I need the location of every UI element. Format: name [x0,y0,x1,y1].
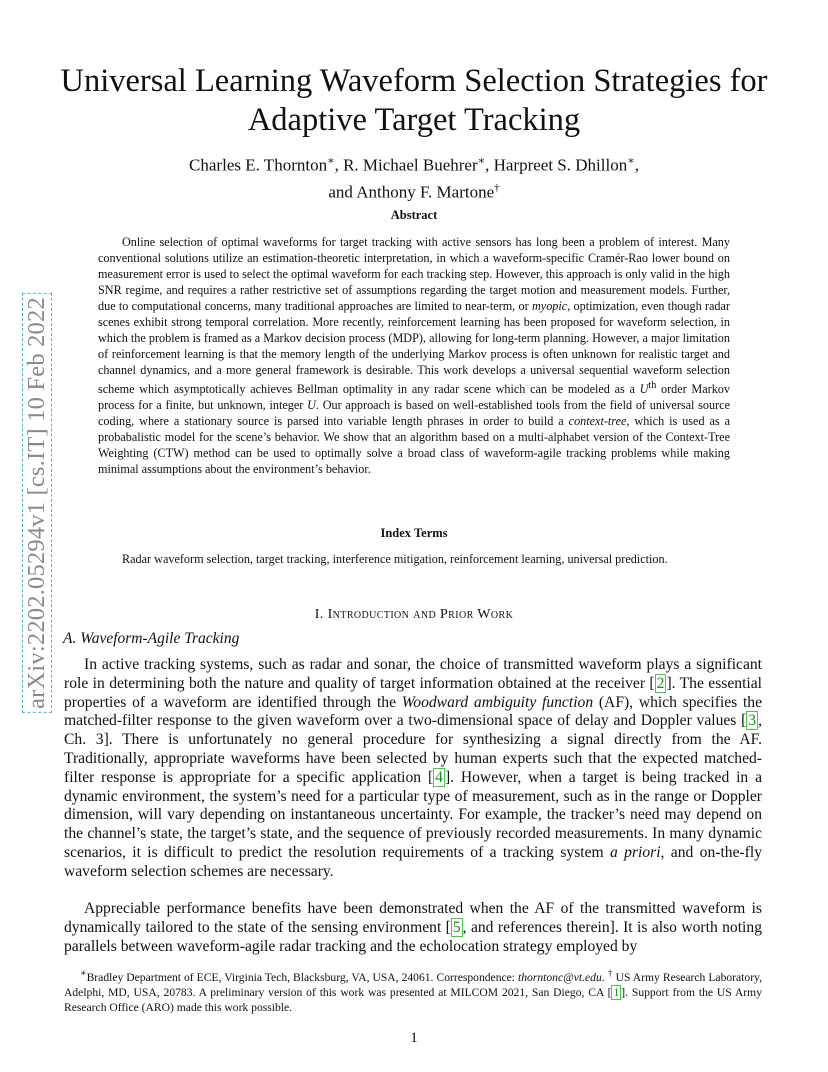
footnote-text: ]. Support from the US Army Research Office (ARO) made this work possible. [64,985,762,1014]
paper-title: Universal Learning Waveform Selection Strategies for Adaptive Target Tracking [60,63,768,138]
index-terms-heading: Index Terms [380,526,448,540]
author-1: Charles E. Thornton [189,155,328,175]
author-list [60,150,768,203]
citation-link[interactable]: 5 [452,918,461,936]
abstract-text [98,234,730,477]
citation-link[interactable]: 3 [748,712,757,730]
affiliation-mark: ∗ [477,155,486,167]
paragraph-text: ]. However, when a target is being tracked in a dynamic environment, the system’s need for a particular type of measurement, such as in the range or Doppler dimension, will vary depending on instantaneous uncertainty. For example, the tracker’s need may depend on the channel’s state, the target’s state, and the sequence of previously recorded measurements. In many dynamic scenarios, it is difficult to predict the resolution requirements of a tracking system [64,768,762,861]
citation-link[interactable]: 4 [435,768,443,786]
abstract-part: order Markov process for a finite, but unknown, integer [98,382,730,413]
abstract-part: , optimization, even though radar scenes exhibit strong temporal correlation. More recently, reinforcement learning has been proposed for waveform selection, in which the problem is framed as a Markov decision process (MDP), allowing for long-term planning. However, a major limitation of reinforcement learning is that the memory length of the underlying Markov process is often unknown for realistic target and channel dynamics, and a more general framework is desirable. This work develops a universal sequential waveform selection scheme which asymptotically achieves Bellman optimality in any radar scene which can be modeled as a [98,299,730,397]
paragraph-text: ]. The essential properties of a waveform are identified through the [64,674,763,711]
paragraph-text: , and references therein]. It is also worth noting parallels between waveform-agile radar tracking and the echolocation strategy employed by [64,918,762,955]
abstract-part: Online selection of optimal waveforms for target tracking with active sensors has long been a problem of interest. Many conventional solutions utilize an estimation-theoretic interpretation, in which a waveform-specific Cramér-Rao lower bound on measurement error is used to select the optimal waveform for each tracking step. However, this approach is only valid in the high SNR regime, and requires a rather restrictive set of assumptions regarding the target motion and measurement models. Further, due to computational concerns, many traditional approaches are limited to near-term, or [98,235,730,313]
footnote-mark: † [607,968,613,979]
abstract-part: , which is used as a probabalistic model for the scene’s behavior. We show that an algorithm based on a multi-alphabet version of the Context-Tree Weighting (CTW) method can be used to optimally solve a broad class of waveform-agile tracking problems while making minimal assumptions about the environment’s behavior. [98,414,730,477]
affiliation-mark: † [494,181,500,194]
page-number: 1 [410,1030,418,1046]
footnote-text: Bradley Department of ECE, Virginia Tech, Blacksburg, VA, USA, 24061. Correspondence: [86,970,519,984]
paragraph-text: , and on-the-fly waveform selection schemes are necessary. [64,843,763,880]
author-separator: , [634,155,639,175]
math-variable: U [307,398,316,413]
author-3: , Harpreet S. Dhillon [485,155,628,175]
math-superscript: th [648,380,657,391]
section-title: Introduction and Prior Work [327,607,514,622]
citation-link[interactable]: 1 [613,985,620,999]
footnote-text: . [601,970,608,984]
author-4: and Anthony F. Martone [328,182,495,202]
citation-link[interactable]: 2 [656,674,665,692]
section-heading [60,607,768,623]
abstract-emphasis: myopic [531,299,568,313]
paragraph-text: (AF), which specifies the matched-filter response to the given waveform over a two-dimensional space of delay and Doppler values [ [64,693,763,730]
index-terms-text: Radar waveform selection, target tracking, interference mitigation, reinforcement learning, universal prediction. [122,552,668,566]
footnote [64,966,762,1015]
affiliation-mark: ∗ [327,155,335,167]
email-address[interactable]: thorntonc@vt.edu [518,970,602,984]
footnote-mark: ∗ [80,968,87,979]
paragraph-text: Appreciable performance benefits have been demonstrated when the AF of the transmitted waveform is dynamically tailored to the state of the sensing environment [ [64,900,762,936]
affiliation-mark: ∗ [627,155,635,167]
arxiv-identifier[interactable]: arXiv:2202.05294v1 [cs.IT] 10 Feb 2022 [22,293,52,713]
section-number: I. [314,607,328,622]
body-paragraph [64,900,762,956]
abstract-emphasis: context-tree [568,414,627,429]
abstract-part: . Our approach is based on well-established tools from the field of universal source coding, where a stationary source is parsed into variable length phrases in order to build a [98,398,730,429]
arxiv-side-stamp [22,268,52,738]
paragraph-text: , Ch. 3]. There is unfortunately no general procedure for synthesizing a signal directly from the AF. Traditionally, appropriate waveforms have been selected by human experts such that the expected matched-filter response is appropriate for a specific application [ [64,712,762,786]
paragraph-emphasis: Woodward ambiguity function [401,693,594,711]
paragraph-text: In active tracking systems, such as radar and sonar, the choice of transmitted waveform plays a significant role in determining both the nature and quality of target information obtained at the receiver [ [64,656,762,692]
math-variable: U [639,382,649,397]
paragraph-emphasis: a priori [610,843,661,861]
author-2: , R. Michael Buehrer [334,155,478,175]
abstract-heading: Abstract [390,208,438,222]
body-paragraph [64,656,762,882]
footnote-text: US Army Research Laboratory, Adelphi, MD, USA, 20783. A preliminary version of this work was presented at MILCOM 2021, San Diego, CA [ [64,970,762,999]
subsection-heading: A. Waveform-Agile Tracking [63,630,240,647]
